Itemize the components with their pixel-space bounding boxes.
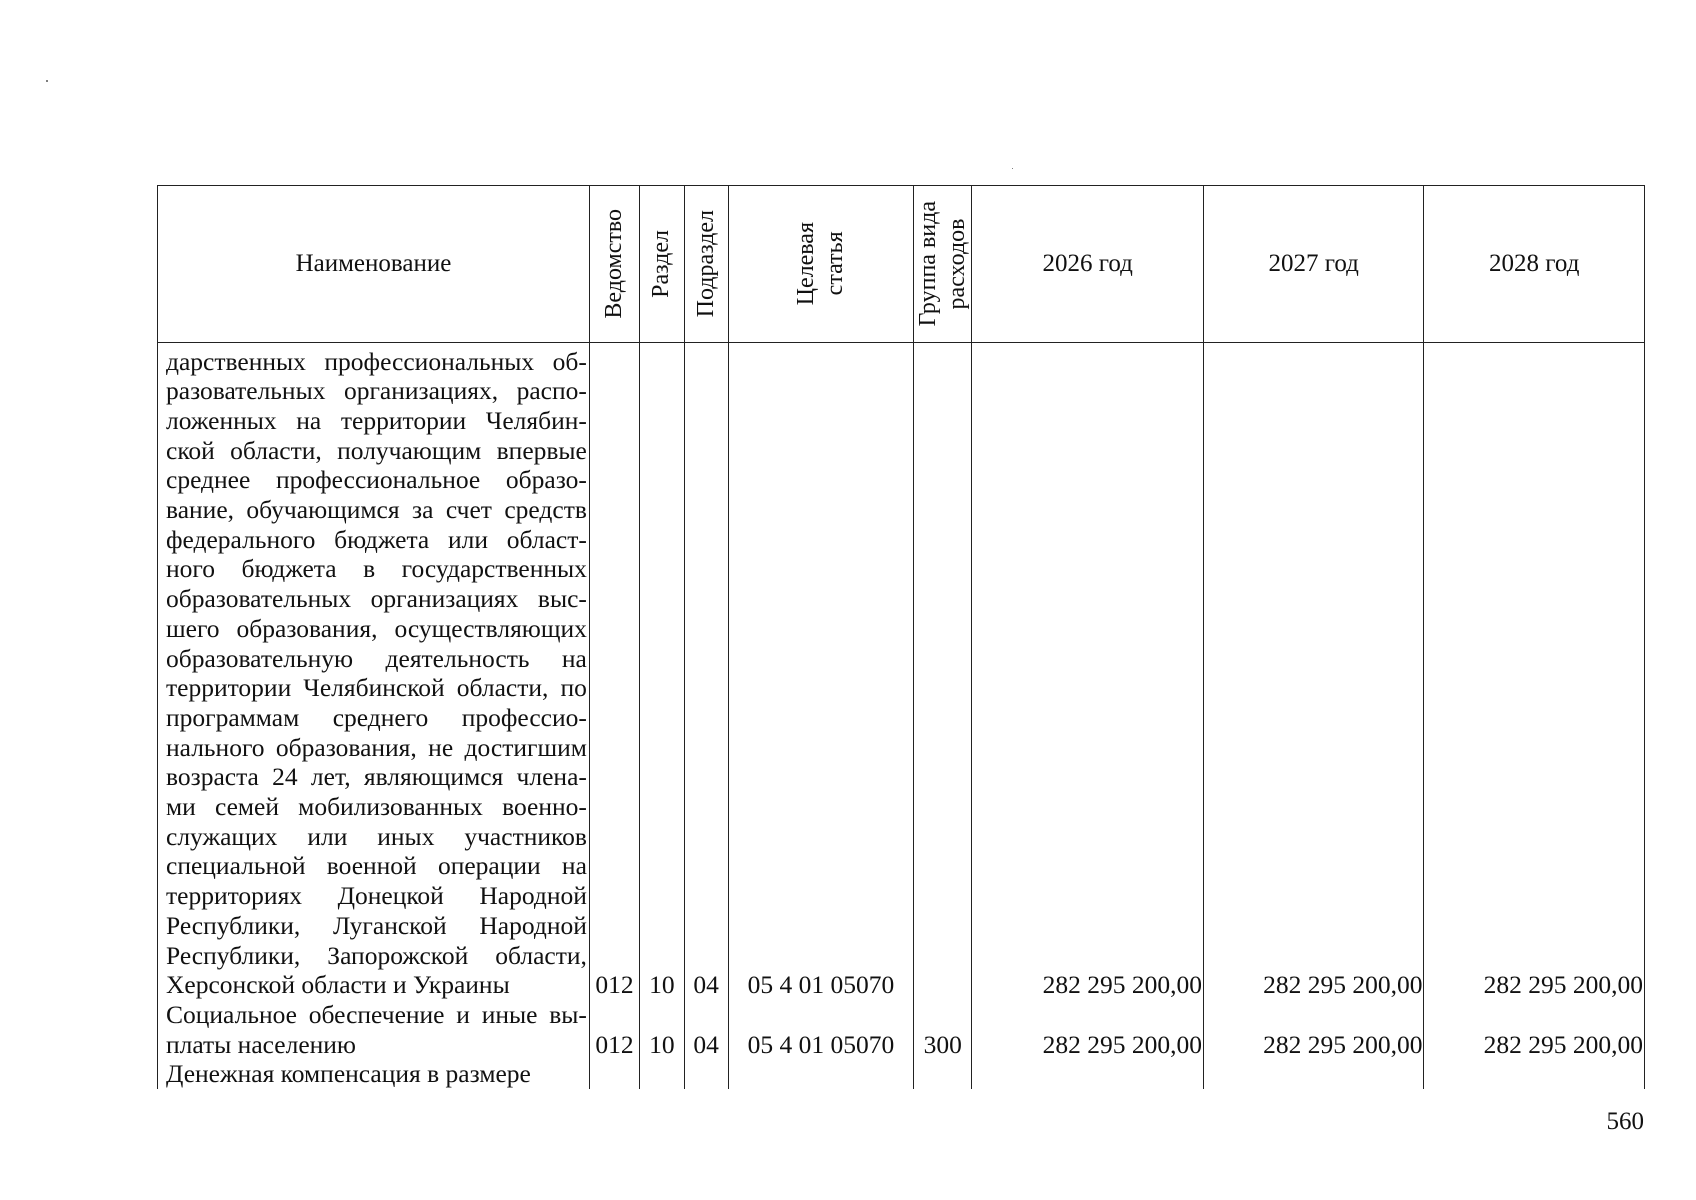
name-text-line: ложенных на территории Челябин- bbox=[166, 405, 587, 435]
header-section: Раздел bbox=[640, 186, 684, 343]
row-name-lines bbox=[166, 1059, 587, 1089]
row-name-lines bbox=[166, 347, 587, 1000]
row-subsection: 04 bbox=[684, 1000, 728, 1059]
row-expense-group bbox=[914, 343, 972, 1001]
name-text-line: ми семей мобилизованных военно- bbox=[166, 792, 587, 822]
name-text-line: Республики, Луганской Народной bbox=[166, 910, 587, 940]
name-text-line: нального образования, не достигшим bbox=[166, 732, 587, 762]
name-text-line: ской области, получающим впервые bbox=[166, 435, 587, 465]
row-name-cell bbox=[158, 343, 590, 1001]
name-text-line: Херсонской области и Украины bbox=[166, 970, 510, 1000]
name-text-line: специальной военной операции на bbox=[166, 851, 587, 881]
row-amount-2026: 282 295 200,00 bbox=[972, 1000, 1204, 1059]
name-text-line: Денежная компенсация в размере bbox=[166, 1059, 531, 1089]
row-name-lines bbox=[166, 1000, 587, 1059]
page-number: 560 bbox=[1606, 1108, 1644, 1135]
header-expense-group: Группа вида расходов bbox=[914, 186, 972, 343]
row-amount-2028: 282 295 200,00 bbox=[1424, 343, 1645, 1001]
row-name-cell bbox=[158, 1000, 590, 1059]
row-section: 10 bbox=[640, 343, 684, 1001]
header-name: Наименование bbox=[158, 186, 590, 343]
row-subsection: 04 bbox=[684, 343, 728, 1001]
row-department: 012 bbox=[589, 343, 639, 1001]
row-subsection bbox=[684, 1059, 728, 1089]
row-expense-group: 300 bbox=[914, 1000, 972, 1059]
row-expense-group bbox=[914, 1059, 972, 1089]
row-amount-2026: 282 295 200,00 bbox=[972, 343, 1204, 1001]
name-text-line: разовательных организациях, распо- bbox=[166, 376, 587, 406]
row-amount-2027 bbox=[1203, 1059, 1423, 1089]
header-year-2028: 2028 год bbox=[1424, 186, 1645, 343]
name-text-line: Социальное обеспечение и иные вы- bbox=[166, 1000, 587, 1029]
table-row bbox=[158, 1059, 1645, 1089]
table-body bbox=[158, 343, 1645, 1090]
row-amount-2027: 282 295 200,00 bbox=[1203, 343, 1423, 1001]
name-text-line: платы населению bbox=[166, 1029, 356, 1059]
row-amount-2028: 282 295 200,00 bbox=[1424, 1000, 1645, 1059]
row-department bbox=[589, 1059, 639, 1089]
name-text-line: служащих или иных участников bbox=[166, 821, 587, 851]
row-amount-2028 bbox=[1424, 1059, 1645, 1089]
name-text-line: ного бюджета в государственных bbox=[166, 554, 587, 584]
row-target-item: 05 4 01 05070 bbox=[728, 343, 913, 1001]
budget-table bbox=[157, 185, 1645, 1089]
table-row bbox=[158, 1000, 1645, 1059]
name-text-line: образовательных организациях выс- bbox=[166, 584, 587, 614]
row-section: 10 bbox=[640, 1000, 684, 1059]
name-text-line: образовательную деятельность на bbox=[166, 643, 587, 673]
header-subsection: Подраздел bbox=[684, 186, 728, 343]
name-text-line: шего образования, осуществляющих bbox=[166, 613, 587, 643]
row-department: 012 bbox=[589, 1000, 639, 1059]
header-year-2026: 2026 год bbox=[972, 186, 1204, 343]
name-text-line: среднее профессиональное образо- bbox=[166, 465, 587, 495]
table-header-row bbox=[158, 186, 1645, 343]
row-amount-2027: 282 295 200,00 bbox=[1203, 1000, 1423, 1059]
row-amount-2026 bbox=[972, 1059, 1204, 1089]
name-text-line: программам среднего профессио- bbox=[166, 702, 587, 732]
scan-speck bbox=[1012, 168, 1013, 169]
header-target-item: Целевая статья bbox=[728, 186, 913, 343]
header-department: Ведомство bbox=[589, 186, 639, 343]
name-text-line: вание, обучающимся за счет средств bbox=[166, 495, 587, 525]
table-row bbox=[158, 343, 1645, 1001]
name-text-line: дарственных профессиональных об- bbox=[166, 346, 587, 376]
row-section bbox=[640, 1059, 684, 1089]
name-text-line: возраста 24 лет, являющимся члена- bbox=[166, 762, 587, 792]
name-text-line: территории Челябинской области, по bbox=[166, 673, 587, 703]
row-name-cell bbox=[158, 1059, 590, 1089]
name-text-line: территориях Донецкой Народной bbox=[166, 881, 587, 911]
name-text-line: федерального бюджета или област- bbox=[166, 524, 587, 554]
scan-speck bbox=[46, 80, 48, 82]
name-text-line: Республики, Запорожской области, bbox=[166, 940, 587, 970]
header-year-2027: 2027 год bbox=[1203, 186, 1423, 343]
row-target-item: 05 4 01 05070 bbox=[728, 1000, 913, 1059]
row-target-item bbox=[728, 1059, 913, 1089]
